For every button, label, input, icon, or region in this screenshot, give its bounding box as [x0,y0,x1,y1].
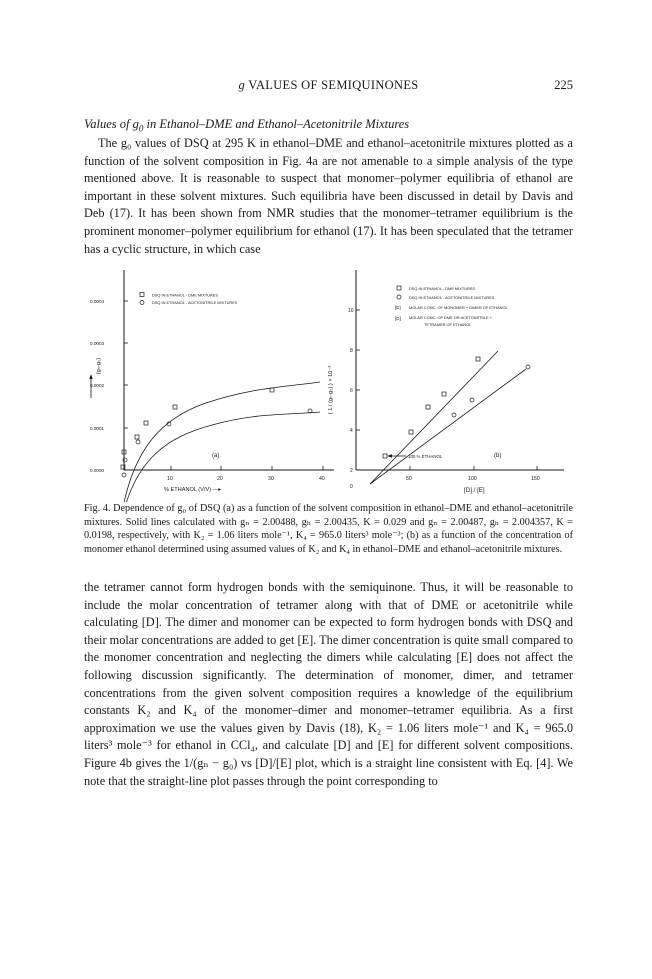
panel-a-xtick-10: 10 [167,476,173,482]
point-square [173,405,177,409]
legend-b-symbol-d: [D] [395,316,401,321]
running-title-text: VALUES OF SEMIQUINONES [248,78,419,92]
panel-a-xtick-30: 30 [268,476,274,482]
panel-a-xtick-20: 20 [217,476,223,482]
point-square [135,435,139,439]
panel-b-points [383,357,530,458]
point-circle [526,365,530,369]
panel-a-ytick-1: 0.0001 [90,426,105,431]
point-circle [122,473,126,477]
point-circle [452,413,456,417]
panel-a [89,270,334,502]
annotation-arrowhead [387,454,392,457]
panel-a-label: (a) [212,453,220,459]
panel-a-xlabel: % ETHANOL (V/V) —▸ [164,487,222,493]
figure-caption: Fig. 4. Dependence of g₀ of DSQ (a) as a function of the solvent composition in ethanol–DME and ethanol–acetonitrile mixtures. Solid lines calculated with gₙ = 2.00488, gₕ = 2.00435, K = 0.029 and gₙ = 2.00487, gₕ = 2.004357, K = 0.0198, respectively, with K₂ = 1.06 liters mole⁻¹, K₄ = 965.0 liters³ mole⁻³; (b) as a function of the concentration of monomer ethanol determined using assumed values of K₂ and K₄ in ethanol–DME and ethanol–acetonitrile mixtures. [84,503,573,555]
legend-b-circle-marker [397,295,401,299]
section-title [84,117,409,134]
section-title-sub: 0 [138,123,144,134]
figure-4-svg [84,270,573,502]
panel-b-ytick-8: 8 [350,348,353,354]
panel-b-legend [395,286,509,327]
legend-b-square-marker [397,286,401,290]
panel-b-xtick-100: 100 [468,476,477,482]
section-title-b: in Ethanol–DME and Ethanol–Acetonitrile Mixtures [143,117,410,131]
panel-a-ylabel: (gₙ-g₀) [96,357,102,375]
panel-b-x-ticks [410,466,537,470]
paragraph-1: The g₀ values of DSQ at 295 K in ethanol–DME and ethanol–acetonitrile mixtures plotted as a function of the solvent composition in Fig. 4a are not amenable to a simple analysis of the type mentioned above. It is reasonable to suspect that monomer–polymer equilibria of ethanol are important in these solvent mixtures. Such equilibria have been discussed in detail by Davis and Deb (17). It has been shown from NMR studies that the monomer–tetramer equilibrium is the prominent monomer–polymer equilibrium for ethanol (17). It has been speculated that the tetramer has a cyclic structure, in which case [84,136,573,256]
point-square [442,392,446,396]
panel-b-ytick-2: 2 [350,468,353,474]
panel-b-label: (b) [494,453,502,459]
running-title [84,78,573,93]
legend-b-symbol-e: [E] [395,305,401,310]
panel-a-x-ticks [171,466,323,470]
panel-a-xlabel-text: % ETHANOL (V/V) [164,487,212,493]
panel-a-ytick-4: 0.0004 [90,299,105,304]
running-header [84,78,573,94]
panel-b-xtick-50: 50 [406,476,412,482]
panel-b-line-dme [370,351,498,484]
page-number: 225 [554,78,573,92]
legend-b-item-5: TETRAMER OF ETHANOL [424,322,472,327]
panel-a-ylabel-arrowhead [89,374,92,379]
legend-a-square-marker [140,293,144,297]
point-square [383,454,387,458]
panel-a-points [121,388,312,477]
figure-4 [84,270,573,502]
panel-a-ytick-0: 0.0000 [90,468,105,473]
panel-b-line-acetonitrile [370,369,526,484]
panel-a-x-tick-labels [167,476,325,482]
point-square [476,357,480,361]
point-square [426,405,430,409]
panel-b-ytick-10: 10 [348,308,354,314]
legend-b-item-1: DSQ IN ETHANOL - DME MIXTURES [409,286,476,291]
legend-b-item-4: MOLAR CONC. OF DME OR ACETONITRILE + [409,315,493,320]
panel-b-ytick-0: 0 [350,484,353,490]
panel-b-xtick-150: 150 [531,476,540,482]
running-title-g: g [238,78,246,92]
panel-a-y-ticks [124,301,128,428]
panel-a-y-tick-labels [90,299,104,473]
legend-a-circle-marker [140,301,144,305]
point-circle [470,398,474,402]
panel-b-y-tick-labels [348,308,354,490]
legend-a-item-2: DSQ IN ETHANOL - ACETONITRILE MIXTURES [152,300,238,305]
panel-b-y-ticks [356,310,360,470]
point-square [144,421,148,425]
panel-b-ylabel: ( 1 / (gₙ-g₀) ) × 10⁻³ [328,365,334,415]
panel-a-xtick-40: 40 [319,476,325,482]
legend-b-item-2: DSQ IN ETHANOL - ACETONITRILE MIXTURES [409,295,495,300]
panel-a-curve-dme [122,382,320,502]
legend-a-item-1: DSQ IN ETHANOL - DME MIXTURES [152,292,219,298]
panel-b-xlabel: [D] / [E] [464,487,485,494]
legend-b-item-3: MOLAR CONC. OF MONOMER + DIMER OF ETHANOL [409,305,508,310]
panel-a-ytick-3: 0.0003 [90,341,105,346]
paragraph-2: the tetramer cannot form hydrogen bonds with the semiquinone. Thus, it will be reasonable to include the molar concentration of tetramer along with that of DME or acetonitrile while calculating [D]. The dimer and monomer can be expected to form hydrogen bonds with DSQ and their molar concentrations are added to get [E]. The dimer concentration is quite small compared to the monomer concentration and neglecting the dimers while calculating [E] does not affect the following discussion significantly. The determination of monomer, dimer, and tetramer concentrations from the given solvent composition requires a knowledge of the equilibrium constants K₂ and K₄ of the monomer–dimer and monomer–tetramer equilibria. As a first approximation we use the values given by Davis (18), K₂ = 1.06 liters mole⁻¹ and K₄ = 965.0 liters³ mole⁻³ for ethanol in CCl₄, and calculate [D] and [E] for different solvent compositions. Figure 4b gives the 1/(gₙ − g₀) vs [D]/[E] plot, which is a straight line consistent with Eq. [4]. We note that the straight-line plot passes through the point corresponding to [84,580,573,788]
panel-b-ytick-4: 4 [350,428,353,434]
annotation-100-ethanol: 100 % ETHANOL [408,454,443,459]
panel-b [328,270,564,494]
panel-b-ytick-6: 6 [350,388,353,394]
point-circle [136,440,140,444]
point-square [409,430,413,434]
panel-a-ytick-2: 0.0002 [90,383,105,388]
point-square [270,388,274,392]
panel-a-legend [140,293,238,306]
section-title-a: Values of g [84,117,139,131]
panel-b-x-tick-labels [406,476,540,482]
